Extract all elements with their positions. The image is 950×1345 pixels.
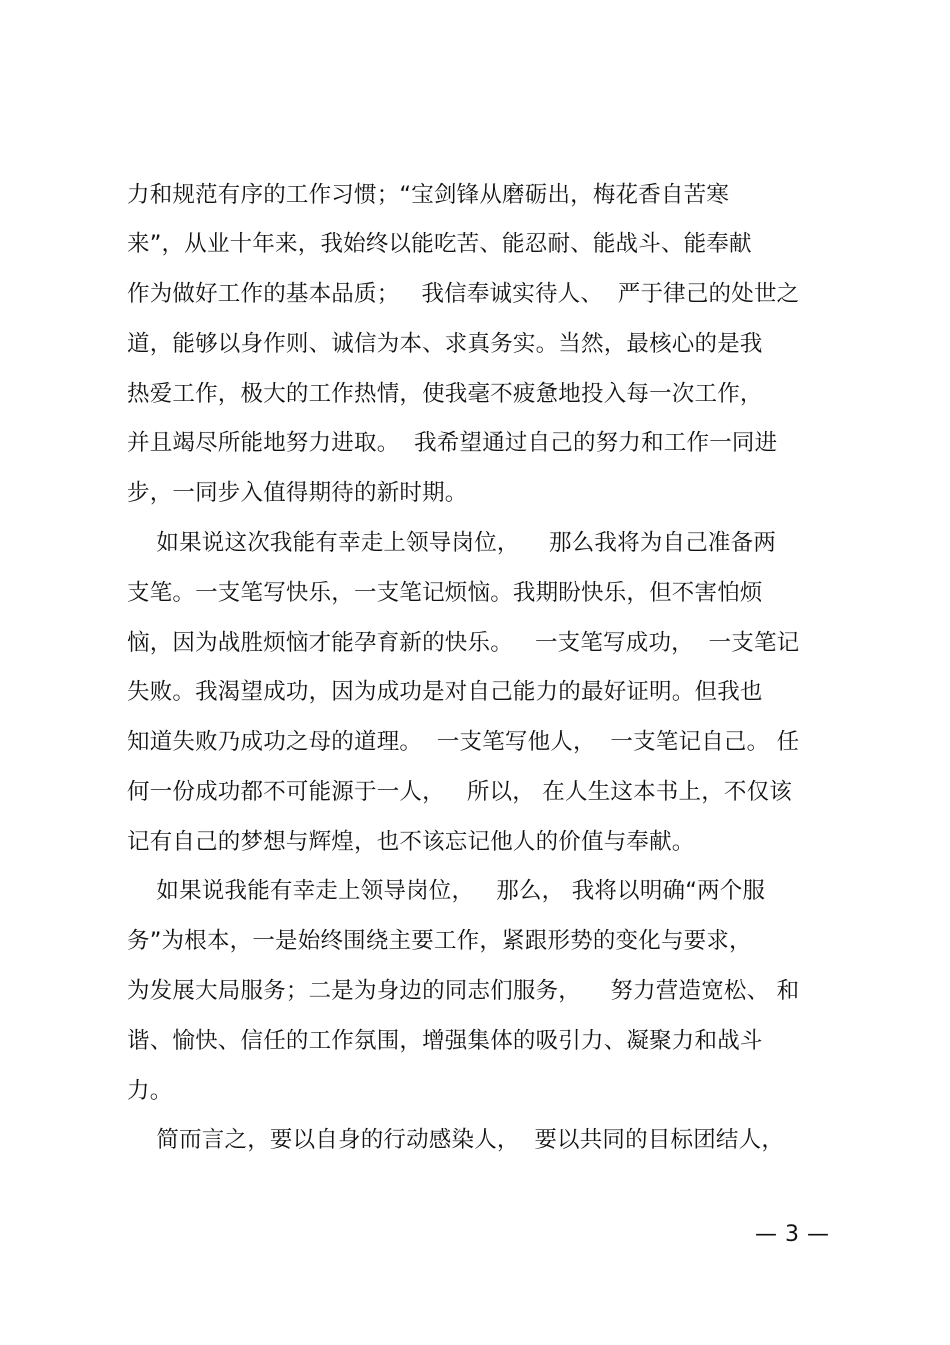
text-line: 为发展大局服务；二是为身边的同志们服务， 努力营造宽松、 和 <box>127 978 800 1004</box>
text-line: 何一份成功都不可能源于一人， 所以， 在人生这本书上，不仅该 <box>127 779 793 805</box>
text-line: 务”为根本，一是始终围绕主要工作，紧跟形势的变化与要求， <box>127 928 752 954</box>
text-line: 失败。我渴望成功，因为成功是对自己能力的最好证明。但我也 <box>127 679 763 705</box>
text-line: 并且竭尽所能地努力进取。 我希望通过自己的努力和工作一同进 <box>127 430 778 456</box>
text-line: 支笔。一支笔写快乐，一支笔记烦恼。我期盼快乐，但不害怕烦 <box>127 580 763 606</box>
text-line: 恼，因为战胜烦恼才能孕育新的快乐。 一支笔写成功， 一支笔记 <box>127 630 800 656</box>
text-line: 作为做好工作的基本品质； 我信奉诚实待人、 严于律己的处世之 <box>127 281 800 307</box>
text-line: 记有自己的梦想与辉煌，也不该忘记他人的价值与奉献。 <box>127 829 695 855</box>
text-line: 知道失败乃成功之母的道理。 一支笔写他人， 一支笔记自己。 任 <box>127 729 800 755</box>
text-line: 热爱工作，极大的工作热情，使我毫不疲惫地投入每一次工作， <box>127 381 763 407</box>
paragraph-start-line: 如果说我能有幸走上领导岗位， 那么， 我将以明确“两个服 <box>127 878 766 904</box>
paragraph-start-line: 如果说这次我能有幸走上领导岗位， 那么我将为自己准备两 <box>127 530 777 556</box>
page-number: — 3 — <box>755 1222 830 1247</box>
paragraph-start-line: 简而言之，要以自身的行动感染人， 要以共同的目标团结人， <box>127 1127 785 1153</box>
text-line: 谐、愉快、信任的工作氛围，增强集体的吸引力、凝聚力和战斗 <box>127 1028 763 1054</box>
text-line: 道，能够以身作则、诚信为本、求真务实。当然，最核心的是我 <box>127 331 763 357</box>
text-line: 力和规范有序的工作习惯；“宝剑锋从磨砺出，梅花香自苦寒 <box>127 182 730 208</box>
text-line: 力。 <box>127 1078 173 1104</box>
text-line: 来”，从业十年来，我始终以能吃苦、能忍耐、能战斗、能奉献 <box>127 231 752 257</box>
text-line: 步，一同步入值得期待的新时期。 <box>127 480 468 506</box>
